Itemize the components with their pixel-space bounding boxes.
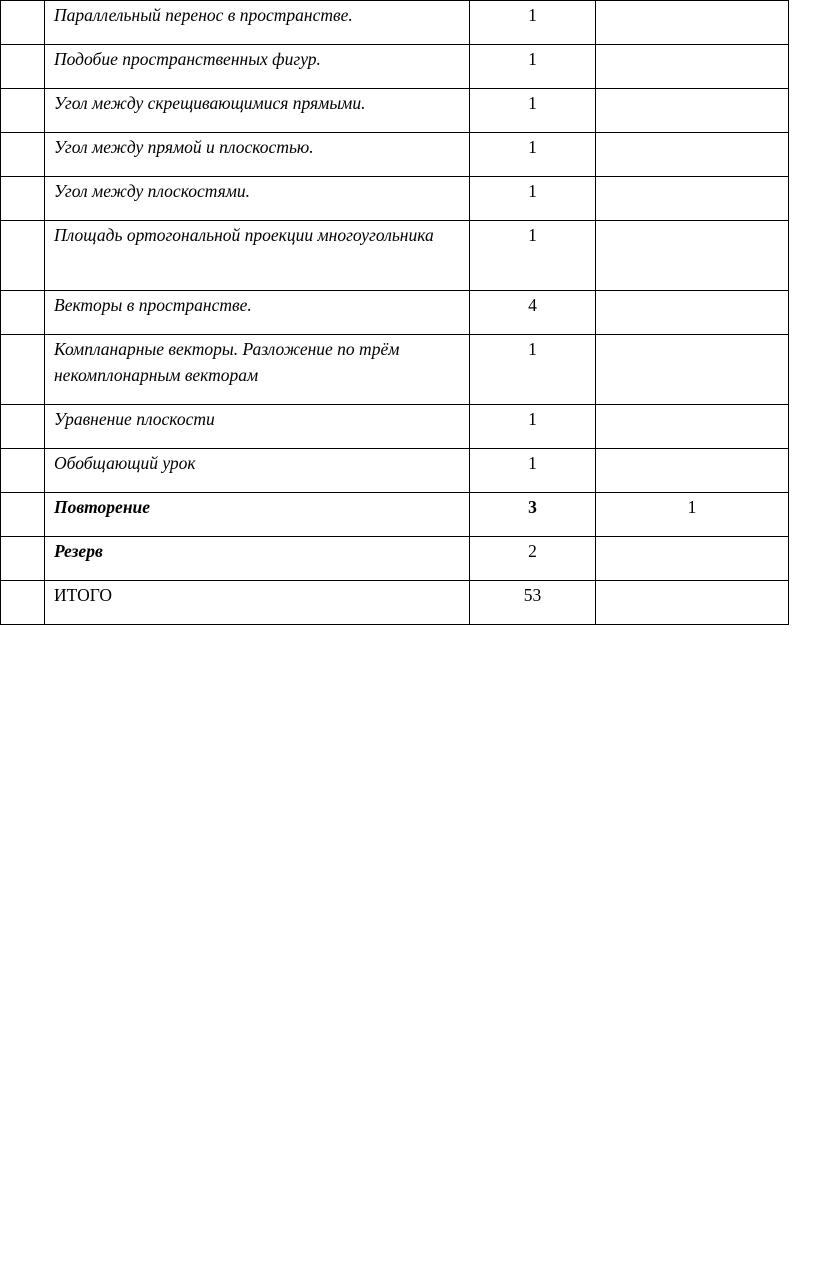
table-row — [1, 493, 789, 537]
extra-text: 1 — [687, 497, 697, 517]
table-row — [1, 291, 789, 335]
topic-cell — [45, 89, 470, 133]
table-row — [1, 449, 789, 493]
table-row — [1, 89, 789, 133]
table-row — [1, 405, 789, 449]
hours-text: 1 — [528, 49, 537, 69]
number-cell — [1, 335, 45, 405]
extra-cell — [596, 581, 789, 625]
hours-text: 1 — [528, 339, 537, 359]
extra-cell — [596, 291, 789, 335]
number-cell — [1, 405, 45, 449]
extra-cell — [596, 89, 789, 133]
hours-cell — [470, 1, 596, 45]
topic-text: Обобщающий урок — [54, 453, 196, 473]
hours-cell — [470, 449, 596, 493]
topic-text: Компланарные векторы. Разложение по трём некомплонарным векторам — [54, 339, 400, 385]
number-cell — [1, 449, 45, 493]
table-row — [1, 1, 789, 45]
hours-cell — [470, 89, 596, 133]
topic-text: Угол между плоскостями. — [54, 181, 251, 201]
number-cell — [1, 133, 45, 177]
topic-cell — [45, 177, 470, 221]
table-row — [1, 581, 789, 625]
hours-text: 1 — [528, 453, 537, 473]
extra-cell — [596, 335, 789, 405]
topic-text: Уравнение плоскости — [54, 409, 215, 429]
topic-text: Площадь ортогональной проекции многоугольника — [54, 225, 434, 245]
topic-text: Угол между прямой и плоскостью. — [54, 137, 314, 157]
topic-text: Угол между скрещивающимися прямыми. — [54, 93, 366, 113]
topic-cell — [45, 581, 470, 625]
hours-cell — [470, 133, 596, 177]
extra-cell — [596, 1, 789, 45]
extra-cell — [596, 221, 789, 291]
hours-cell — [470, 177, 596, 221]
table-row — [1, 537, 789, 581]
topic-cell — [45, 221, 470, 291]
topic-text: ИТОГО — [54, 585, 113, 605]
hours-text: 3 — [528, 497, 537, 517]
hours-cell — [470, 493, 596, 537]
topic-cell — [45, 405, 470, 449]
topic-cell — [45, 291, 470, 335]
number-cell — [1, 493, 45, 537]
hours-cell — [470, 405, 596, 449]
topic-cell — [45, 449, 470, 493]
extra-cell — [596, 133, 789, 177]
hours-cell — [470, 537, 596, 581]
table-row — [1, 221, 789, 291]
number-cell — [1, 177, 45, 221]
table-row — [1, 133, 789, 177]
hours-cell — [470, 335, 596, 405]
topic-cell — [45, 335, 470, 405]
table-row — [1, 177, 789, 221]
curriculum-table — [0, 0, 789, 625]
hours-text: 2 — [528, 541, 537, 561]
hours-text: 1 — [528, 93, 537, 113]
number-cell — [1, 581, 45, 625]
hours-cell — [470, 221, 596, 291]
hours-text: 1 — [528, 225, 537, 245]
topic-cell — [45, 133, 470, 177]
extra-cell — [596, 405, 789, 449]
hours-cell — [470, 45, 596, 89]
topic-text: Резерв — [54, 541, 103, 561]
extra-cell — [596, 537, 789, 581]
number-cell — [1, 1, 45, 45]
hours-text: 1 — [528, 5, 537, 25]
number-cell — [1, 89, 45, 133]
hours-text: 53 — [523, 585, 542, 605]
number-cell — [1, 45, 45, 89]
number-cell — [1, 291, 45, 335]
extra-cell — [596, 493, 789, 537]
number-cell — [1, 537, 45, 581]
topic-cell — [45, 493, 470, 537]
number-cell — [1, 221, 45, 291]
topic-text: Повторение — [54, 497, 151, 517]
table-row — [1, 335, 789, 405]
hours-text: 1 — [528, 409, 537, 429]
hours-text: 1 — [528, 137, 537, 157]
hours-text: 4 — [528, 295, 537, 315]
extra-cell — [596, 449, 789, 493]
topic-text: Подобие пространственных фигур. — [54, 49, 321, 69]
hours-cell — [470, 291, 596, 335]
topic-text: Параллельный перенос в пространстве. — [54, 5, 353, 25]
extra-cell — [596, 45, 789, 89]
hours-cell — [470, 581, 596, 625]
table-row — [1, 45, 789, 89]
topic-cell — [45, 537, 470, 581]
topic-cell — [45, 1, 470, 45]
extra-cell — [596, 177, 789, 221]
hours-text: 1 — [528, 181, 537, 201]
topic-cell — [45, 45, 470, 89]
topic-text: Векторы в пространстве. — [54, 295, 252, 315]
